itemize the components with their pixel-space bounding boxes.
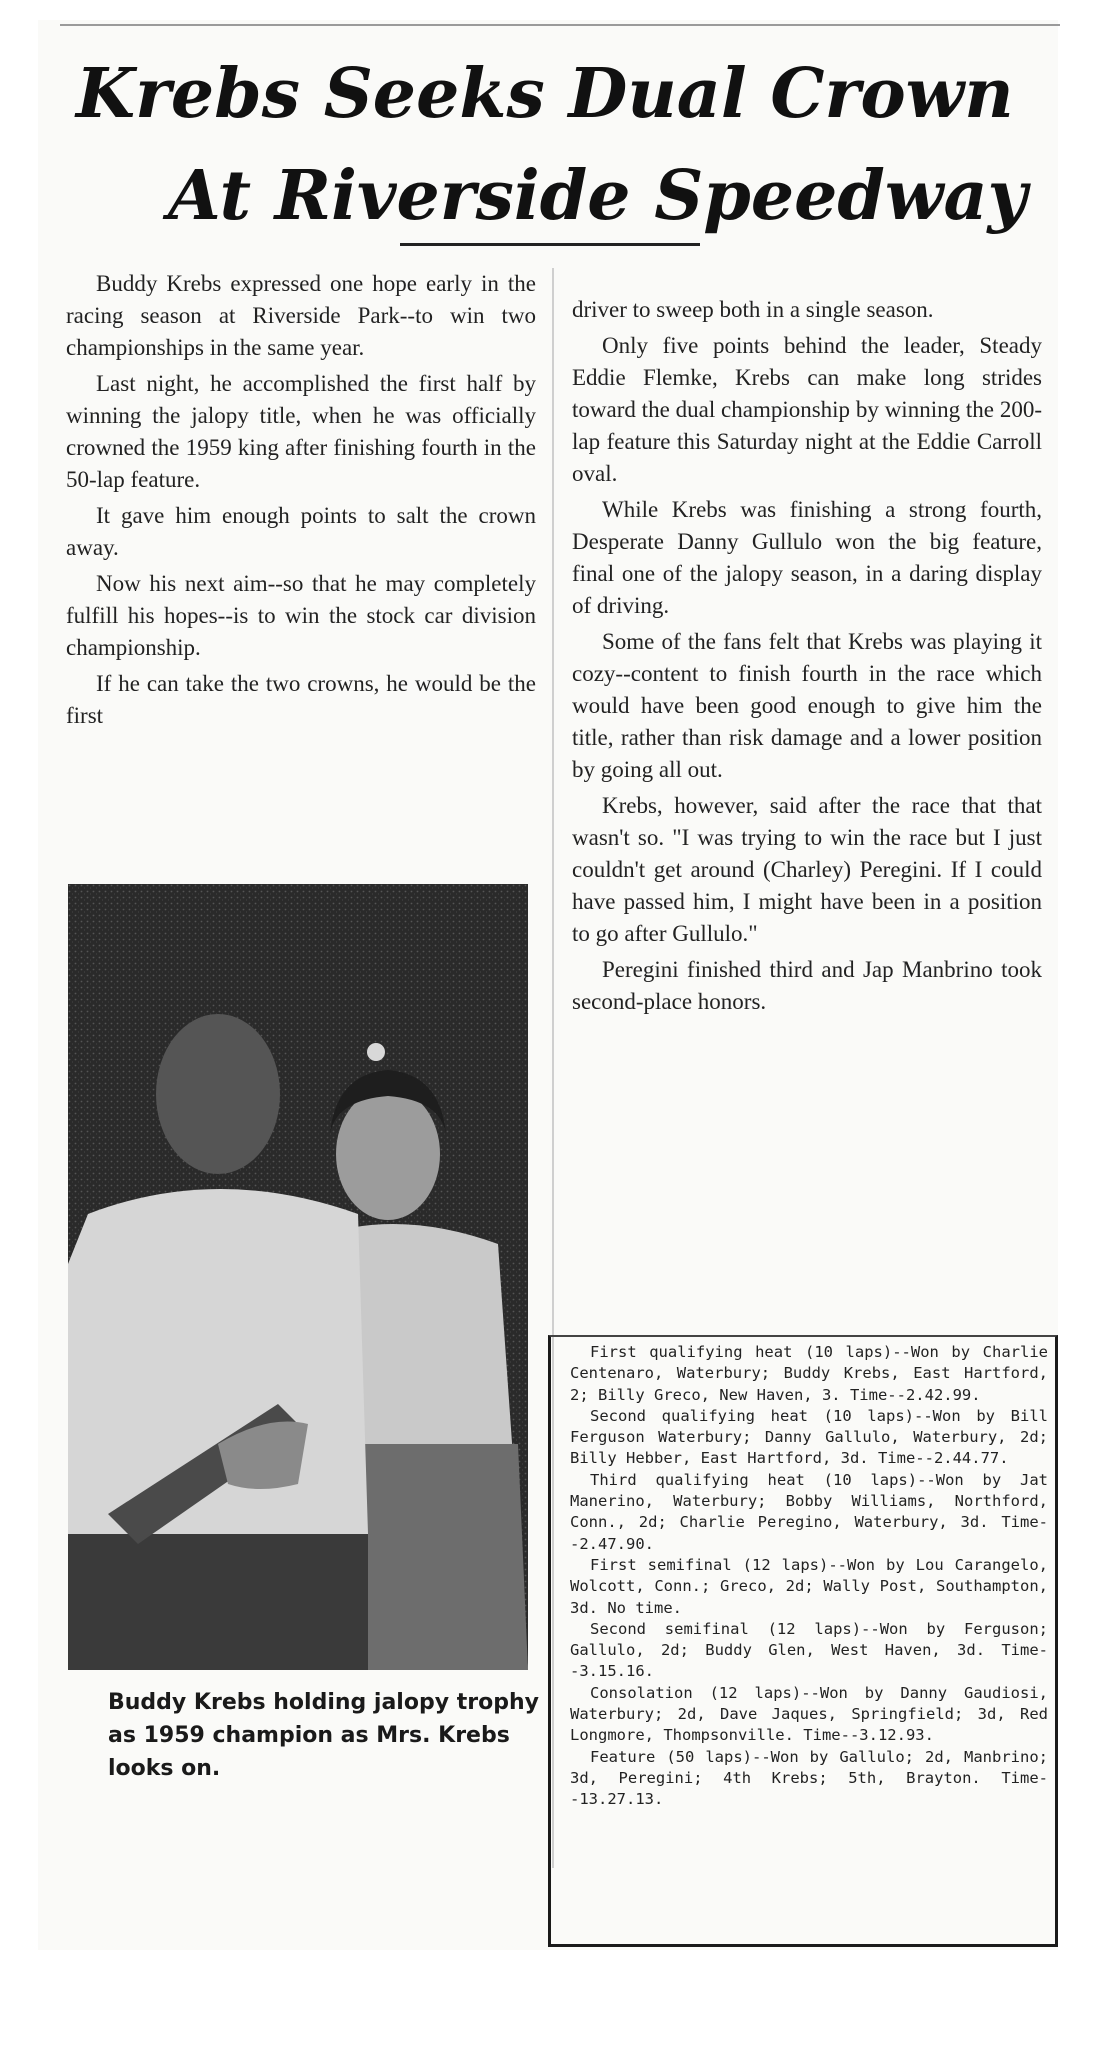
article-paragraph: Some of the fans felt that Krebs was playing it cozy--content to finish fourth in the race which would have been good enough to give him the title, rather than risk damage and a lower position by going all out.	[572, 629, 1042, 782]
article-paragraph: Peregini finished third and Jap Manbrino took second-place honors.	[572, 957, 1042, 1014]
article-left-column	[66, 268, 536, 736]
race-results	[570, 1342, 1048, 1811]
news-photo	[68, 884, 528, 1670]
article-paragraph-continuation: driver to sweep both in a single season.	[572, 297, 934, 322]
article-paragraph: If he can take the two crowns, he would be the first	[66, 671, 536, 728]
photo-illustration	[68, 884, 528, 1670]
headline-line-1: Krebs Seeks Dual Crown	[76, 54, 1014, 134]
result-entry: Consolation (12 laps)--Won by Danny Gaudiosi, Waterbury; 2d, Dave Jaques, Springfield; 3d, Red Longmore, Thompsonville. Time--3.12.93.	[570, 1683, 1048, 1745]
result-entry: Second semifinal (12 laps)--Won by Ferguson; Gallulo, 2d; Buddy Glen, West Haven, 3d. Time--3.15.16.	[570, 1619, 1048, 1681]
result-entry: Third qualifying heat (10 laps)--Won by Jat Manerino, Waterbury; Bobby Williams, Northford, Conn., 2d; Charlie Peregino, Waterbury, 3d. Time--2.47.90.	[570, 1470, 1048, 1553]
article-paragraph: Buddy Krebs expressed one hope early in the racing season at Riverside Park--to win two championships in the same year.	[66, 271, 536, 360]
article-paragraph: It gave him enough points to salt the crown away.	[66, 503, 536, 560]
top-rule	[60, 24, 1060, 26]
result-entry: Second qualifying heat (10 laps)--Won by Bill Ferguson Waterbury; Danny Gallulo, Waterbury, 2d; Billy Hebber, East Hartford, 3d. Time--2.44.77.	[570, 1406, 1048, 1468]
result-entry: First semifinal (12 laps)--Won by Lou Carangelo, Wolcott, Conn.; Greco, 2d; Wally Post, Southampton, 3d. No time.	[570, 1555, 1048, 1617]
article-paragraph: Only five points behind the leader, Steady Eddie Flemke, Krebs can make long strides toward the dual championship by winning the 200-lap feature this Saturday night at the Eddie Carroll oval.	[572, 333, 1042, 486]
result-entry: Feature (50 laps)--Won by Gallulo; 2d, Manbrino; 3d, Peregini; 4th Krebs; 5th, Brayton. Time--13.27.13.	[570, 1747, 1048, 1809]
article-paragraph: While Krebs was finishing a strong fourth, Desperate Danny Gullulo won the big feature, final one of the jalopy season, in a daring display of driving.	[572, 497, 1042, 618]
article-paragraph: Now his next aim--so that he may completely fulfill his hopes--is to win the stock car division championship.	[66, 571, 536, 660]
article-paragraph: Last night, he accomplished the first half by winning the jalopy title, when he was officially crowned the 1959 king after finishing fourth in the 50-lap feature.	[66, 371, 536, 492]
photo-caption: Buddy Krebs holding jalopy trophy as 1959 champion as Mrs. Krebs looks on.	[108, 1690, 539, 1781]
article-paragraph: Krebs, however, said after the race that that wasn't so. "I was trying to win the race but I just couldn't get around (Charley) Peregini. If I could have passed him, I might have been in a position to go after Gullulo."	[572, 793, 1042, 946]
headline-rule	[400, 243, 700, 246]
article-right-column	[572, 294, 1042, 1022]
headline-line-2: At Riverside Speedway	[168, 156, 1028, 236]
result-entry: First qualifying heat (10 laps)--Won by Charlie Centenaro, Waterbury; Buddy Krebs, East Hartford, 2; Billy Greco, New Haven, 3. Time--2.42.99.	[570, 1343, 1048, 1404]
